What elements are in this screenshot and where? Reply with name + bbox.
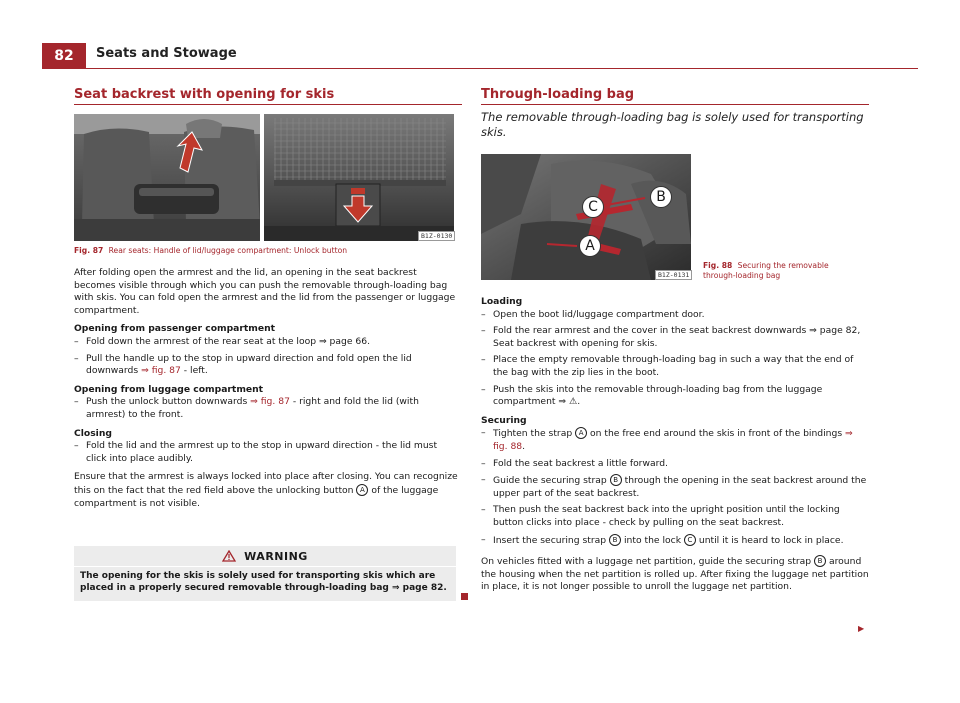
warning-title: WARNING <box>244 549 308 563</box>
closing-paragraph: Ensure that the armrest is always locked into place after closing. You can recognize this on the fact that the red field above the unlocking button A of the luggage compartment is not visible. <box>74 471 458 509</box>
figure-88-image <box>481 154 691 280</box>
left-body <box>74 267 458 516</box>
figure-88-caption <box>703 261 863 281</box>
figure-88-label: Fig. 88 <box>703 261 733 270</box>
chapter-title: Seats and Stowage <box>96 46 237 61</box>
figure-87-label: Fig. 87 <box>74 246 104 255</box>
figure-87-code: B1Z-0130 <box>418 231 455 241</box>
section-title-securing: Securing <box>481 414 527 426</box>
figure-87-caption <box>74 246 347 255</box>
page-number: 82 <box>42 43 86 68</box>
list-item: – Pull the handle up to the stop in upward direction and fold open the lid downwards ⇒ fig. 87 - left. <box>74 352 412 377</box>
end-marker <box>461 593 468 600</box>
section-rule-left <box>74 104 462 105</box>
list-item: – Insert the securing strap B into the lock C until it is heard to lock in place. <box>481 533 844 546</box>
marker-a: A <box>575 427 587 439</box>
marker-c: C <box>684 534 696 546</box>
fig-87-link[interactable]: ⇒ fig. 87 <box>141 365 181 377</box>
list-item: – Fold the rear armrest and the cover in the seat backrest downwards ⇒ page 82, Seat backrest with opening for skis. <box>481 325 861 349</box>
list-item: – Push the unlock button downwards ⇒ fig. 87 - right and fold the lid (with armrest) to the front. <box>74 396 419 420</box>
list-item: – Fold down the armrest of the rear seat at the loop ⇒ page 66. <box>74 335 371 347</box>
list-item: – Place the empty removable through-loading bag in such a way that the end of the bag with the zip lies in the boot. <box>481 354 854 378</box>
figure-87-image <box>74 114 454 241</box>
right-body <box>481 296 869 600</box>
figure-88-code: B1Z-0131 <box>655 270 692 280</box>
header-rule <box>42 68 918 69</box>
section-title-luggage: Opening from luggage compartment <box>74 383 264 395</box>
fig-87-link[interactable]: ⇒ fig. 87 <box>250 396 290 408</box>
list-item: – Fold the lid and the armrest up to the stop in upward direction - the lid must click into place audibly. <box>74 440 438 464</box>
marker-b: B <box>814 555 826 567</box>
section-heading-seat-backrest: Seat backrest with opening for skis <box>74 87 335 102</box>
list-item: – Open the boot lid/luggage compartment door. <box>481 308 705 320</box>
list-item: – Push the skis into the removable through-loading bag from the luggage compartment ⇒ ⚠. <box>481 383 823 408</box>
list-item: – Guide the securing strap B through the opening in the seat backrest around the upper part of the seat backrest. <box>481 474 867 499</box>
warning-header <box>74 546 456 567</box>
section-heading-through-loading-bag: Through-loading bag <box>481 87 635 102</box>
marker-a: A <box>356 484 368 496</box>
figure-marker-a: A <box>579 235 601 257</box>
figure-87-caption-text: Rear seats: Handle of lid/luggage compartment: Unlock button <box>108 246 348 255</box>
marker-b: B <box>609 534 621 546</box>
intro-paragraph: After folding open the armrest and the lid, an opening in the seat backrest becomes visible through which you can push the removable through-loading bag with skis. You can fold open the armrest and the lid from the passenger or luggage compartment. <box>74 267 456 316</box>
section-subtitle: The removable through-loading bag is solely used for transporting skis. <box>481 110 864 139</box>
section-title-passenger: Opening from passenger compartment <box>74 323 276 335</box>
section-title-closing: Closing <box>74 427 112 439</box>
warning-body: The opening for the skis is solely used for transporting skis which are placed in a properly secured removable through-loading bag ⇒ page 82. <box>80 571 447 594</box>
closing-paragraph: On vehicles fitted with a luggage net partition, guide the securing strap B around the housing when the net partition is rolled up. After fixing the luggage net partition in place, it is not longer possible to unroll the luggage net partition. <box>481 556 869 593</box>
figure-88-caption-text: Securing the removable through-loading bag <box>703 261 829 280</box>
marker-b: B <box>610 474 622 486</box>
continue-arrow-icon: ▶ <box>858 624 865 633</box>
section-title-loading: Loading <box>481 296 523 307</box>
figure-marker-c: C <box>582 196 604 218</box>
warning-triangle-icon <box>222 550 236 562</box>
through-loading-bag-illustration <box>481 154 691 280</box>
rear-seat-illustration <box>74 114 454 241</box>
section-rule-right <box>481 104 869 105</box>
list-item: – Then push the seat backrest back into the upright position until the locking button clicks into place - check by pulling on the seat backrest. <box>481 504 840 528</box>
fig-88-link[interactable]: ⇒ fig. 88 <box>493 428 853 452</box>
figure-marker-b: B <box>650 186 672 208</box>
list-item: – Tighten the strap A on the free end around the skis in front of the bindings ⇒ fig. 88. <box>481 427 853 452</box>
list-item: – Fold the seat backrest a little forward. <box>481 457 668 469</box>
